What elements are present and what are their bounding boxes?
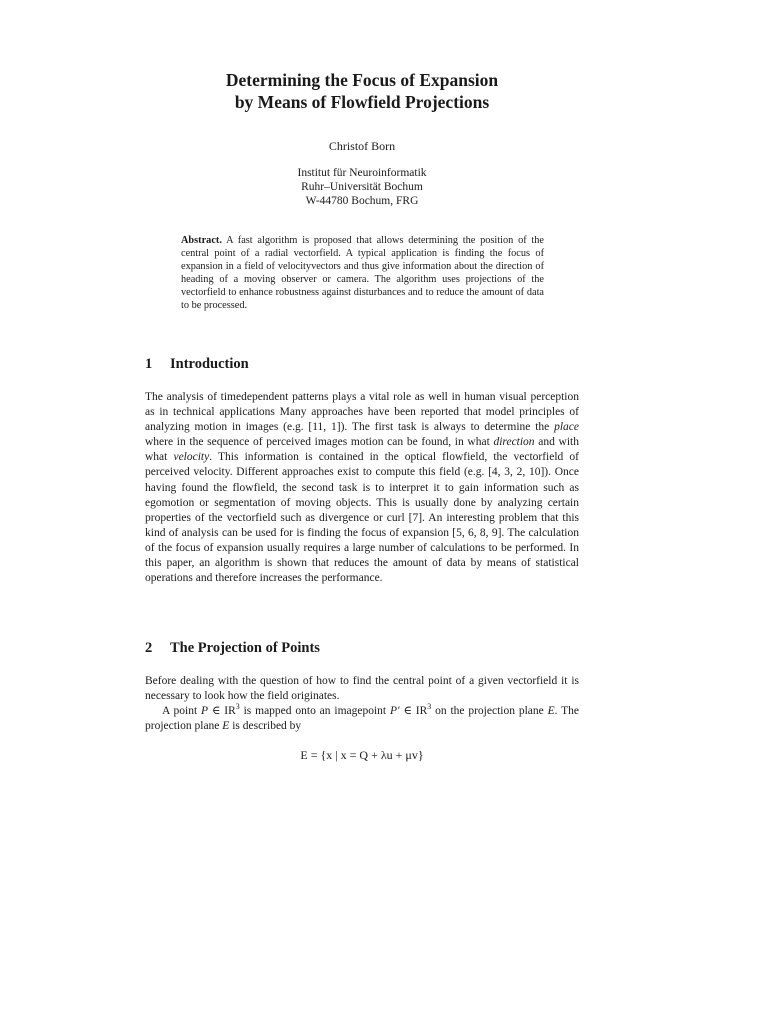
text-run: ∈ IR [399,705,428,717]
section-heading-introduction [145,356,249,373]
math-variable: P′ [389,705,400,717]
math-variable: E [222,720,230,733]
text-run: is described by [229,720,302,733]
section-title: The Projection of Points [170,640,320,656]
math-variable: E [547,705,555,717]
section-heading-projection-of-points [145,640,320,657]
paper-title-line-1: Determining the Focus of Expansion [225,70,499,90]
introduction-paragraph [145,390,579,586]
affiliation-university: Ruhr–Universität Bochum [301,181,423,193]
paper-title-line-2: by Means of Flowfield Projections [234,92,490,112]
abstract [181,234,544,313]
abstract-label: Abstract. [181,235,222,246]
affiliation-address: W-44780 Bochum, FRG [305,195,419,207]
section-title: Introduction [170,356,249,372]
affiliation-institute: Institut für Neuroinformatik [297,167,427,179]
text-run: ∈ IR [208,705,236,717]
emphasis-velocity: velocity [173,451,210,464]
text-run: is mapped onto an imagepoint [239,705,390,717]
emphasis-place: place [554,421,579,434]
abstract-text: A fast algorithm is proposed that allows determining the position of the central point of a radial vectorfield. A typical application is finding the focus of expansion in a field of velocityvectors and thus give information about the direction of heading of a moving observer or camera. The algorithm uses projections of the vectorfield to enhance robustness against disturbances and to reduce the amount of data to be processed. [181,235,545,312]
section-number: 1 [145,356,153,372]
text-run: and with what [145,436,579,464]
text-run: where in the sequence of perceived images motion can be found, in what [145,436,494,449]
text-run: on the projection plane [431,705,548,717]
text-run: . This information is contained in the optical flowfield, the vectorfield of perceived velocity. Different approaches exist to compute this field (e.g. [4, 3, 2, 10]). Once having found the flowfield, the second task is to interpret it to gain information such as egomotion or segmentation of moving objects. This is usually done by analyzing certain properties of the vectorfield such as divergence or curl [7]. An interesting problem that this kind of analysis can be used for is finding the focus of expansion [5, 6, 8, 9]. The calculation of the focus of expansion usually requires a large number of calculations to be performed. In this paper, an algorithm is shown that reduces the amount of data by means of statistical operations and therefore increases the performance. [145,451,579,585]
projection-paragraph-2 [145,704,579,734]
emphasis-direction: direction [493,436,535,449]
projection-paragraph-1: Before dealing with the question of how to find the central point of a given vectorfield it is necessary to look how the field originates. [145,675,579,703]
author-name: Christof Born [328,139,396,153]
text-run: The analysis of timedependent patterns plays a vital role as well in human visual perception as in technical applications Many approaches have been reported that model principles of analyzing motion in images (e.g. [11, 1]). The first task is always to determine the [145,391,579,434]
math-superscript: 3 [235,702,240,712]
section-number: 2 [145,640,153,656]
text-run: A point [162,705,202,717]
math-superscript: 3 [427,702,432,712]
text-run: . The projection plane [145,705,580,733]
math-variable: P [201,705,209,717]
projection-plane-equation: E = {x | x = Q + λu + μv} [300,748,424,762]
